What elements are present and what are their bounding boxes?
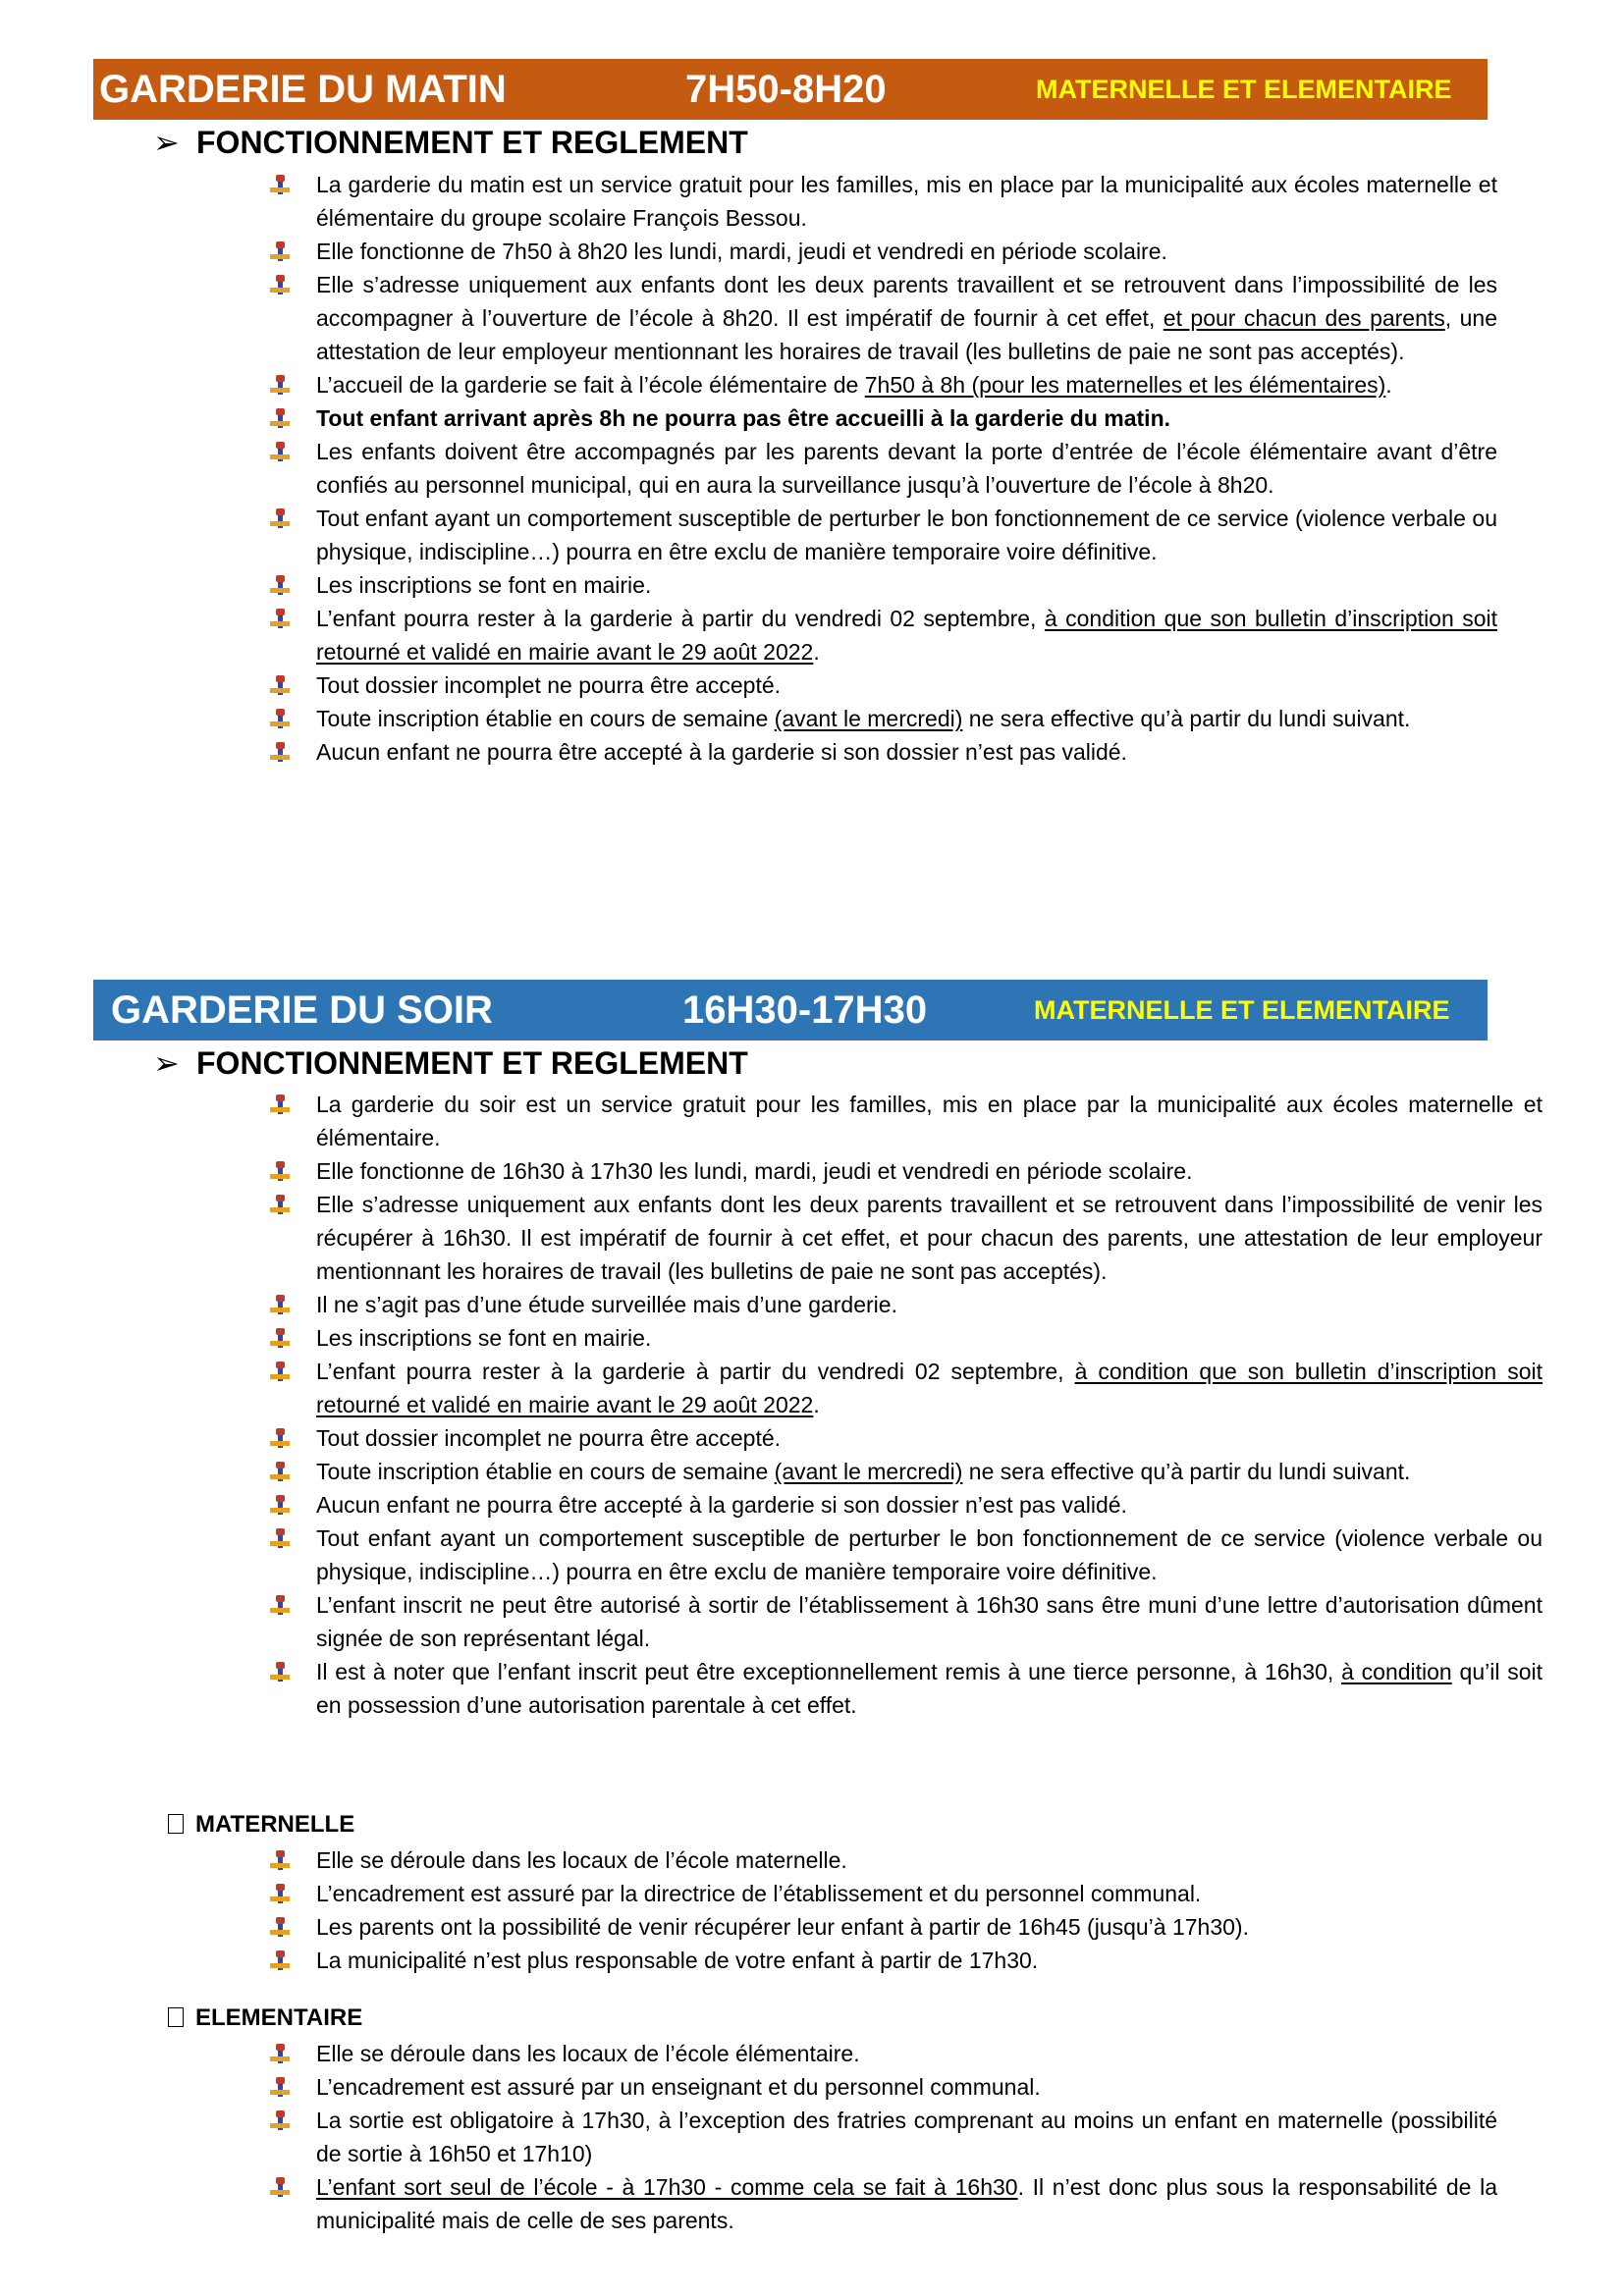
list-item <box>270 1843 1543 1877</box>
list-item <box>270 602 1497 668</box>
item-text: Il ne s’agit pas d’une étude surveillée mais d’une garderie. <box>316 1292 897 1317</box>
item-text-tail: , une attestation de leur employeur mentionnant les horaires de travail (les bulletins de paie ne sont pas acceptés). <box>316 305 1497 364</box>
strong-text: Tout enfant arrivant après 8h ne pourra pas être accueilli à la garderie du matin. <box>316 405 1171 431</box>
list-item <box>270 1910 1543 1944</box>
underlined-text: (avant le mercredi) <box>774 1459 963 1484</box>
item-text-tail: . <box>813 1392 820 1417</box>
arrow-down-bullet-icon <box>270 442 290 461</box>
arrow-down-bullet-icon <box>270 742 290 762</box>
item-text: L’enfant pourra rester à la garderie à partir du vendredi 02 septembre, <box>316 1359 1075 1384</box>
list-item <box>270 1288 1543 1321</box>
banner-title: GARDERIE DU MATIN <box>99 68 507 111</box>
arrow-down-bullet-icon <box>270 1595 290 1615</box>
list-item <box>270 268 1497 368</box>
item-text: La sortie est obligatoire à 17h30, à l’exception des fratries comprenant au moins un enfant en maternelle (possibilité de sortie à 16h50 et 17h10) <box>316 2108 1497 2166</box>
arrow-down-bullet-icon <box>270 1428 290 1448</box>
item-text-tail: qu’il soit en possession d’une autorisation parentale à cet effet. <box>316 1659 1543 1718</box>
list-item <box>270 668 1497 702</box>
arrow-down-bullet-icon <box>270 2077 290 2097</box>
list-item <box>270 568 1497 602</box>
list-item <box>270 1421 1543 1455</box>
item-text: Elle fonctionne de 16h30 à 17h30 les lundi, mardi, jeudi et vendredi en période scolaire. <box>316 1158 1193 1184</box>
item-text: La garderie du soir est un service gratuit pour les familles, mis en place par la municipalité aux écoles maternelle et élémentaire. <box>316 1092 1543 1150</box>
item-text: Tout dossier incomplet ne pourra être accepté. <box>316 1425 782 1451</box>
arrow-down-bullet-icon <box>270 2110 290 2130</box>
item-text: L’enfant pourra rester à la garderie à partir du vendredi 02 septembre, <box>316 606 1045 631</box>
item-text: Les enfants doivent être accompagnés par les parents devant la porte d’entrée de l’école élémentaire avant d’être confiés au personnel municipal, qui en aura la surveillance jusqu’à l’ouverture de l’école à 8h20. <box>316 439 1497 498</box>
underlined-text: et pour chacun des parents <box>1163 305 1445 331</box>
item-text-tail: . <box>1385 372 1392 398</box>
item-text: La garderie du matin est un service gratuit pour les familles, mis en place par la municipalité aux écoles maternelle et élémentaire du groupe scolaire François Bessou. <box>316 172 1497 231</box>
list-item <box>270 735 1497 769</box>
item-text: Elle s’adresse uniquement aux enfants dont les deux parents travaillent et se retrouvent dans l’impossibilité de les accompagner à l’ouverture de l’école à 8h20. Il est impératif de fournir à cet effet, <box>316 272 1497 331</box>
underlined-text: à condition que son bulletin d’inscription soit retourné et validé en mairie avant le 29 août 2022 <box>316 606 1498 665</box>
arrow-down-bullet-icon <box>270 1362 290 1381</box>
arrow-down-bullet-icon <box>270 1328 290 1348</box>
item-text: Les inscriptions se font en mairie. <box>316 572 652 598</box>
item-text: L’accueil de la garderie se fait à l’école élémentaire de <box>316 372 865 398</box>
list-item <box>270 2104 1497 2170</box>
arrow-down-bullet-icon <box>270 575 290 595</box>
list-item <box>270 1154 1543 1188</box>
banner-time: 7H50-8H20 <box>685 68 887 111</box>
banner-garderie-soir <box>93 980 1488 1041</box>
list-item <box>270 2070 1497 2104</box>
section-heading-matin <box>153 123 748 162</box>
arrow-down-bullet-icon <box>270 1095 290 1114</box>
arrow-down-bullet-icon <box>270 1884 290 1903</box>
heading-text: FONCTIONNEMENT ET REGLEMENT <box>196 125 748 160</box>
arrow-down-bullet-icon <box>270 1195 290 1214</box>
arrow-down-bullet-icon <box>270 1295 290 1314</box>
arrow-down-bullet-icon <box>270 2044 290 2063</box>
arrow-down-bullet-icon <box>270 1850 290 1870</box>
item-text: Elle se déroule dans les locaux de l’école maternelle. <box>316 1847 847 1873</box>
checkbox-square-icon <box>168 2007 184 2027</box>
item-text: Elle s’adresse uniquement aux enfants dont les deux parents travaillent et se retrouvent dans l’impossibilité de venir les récupérer à 16h30. Il est impératif de fournir à cet effet, et pour chacun des parents, une attestation de leur employeur mentionnant les horaires de travail (les bulletins de paie ne sont pas acceptés). <box>316 1192 1543 1284</box>
subheading-text: ELEMENTAIRE <box>195 2004 363 2031</box>
banner-garderie-matin <box>93 59 1488 120</box>
arrow-down-bullet-icon <box>270 408 290 428</box>
item-text-tail: . <box>813 639 820 665</box>
list-item <box>270 1655 1543 1722</box>
arrow-down-bullet-icon <box>270 508 290 528</box>
item-text: Toute inscription établie en cours de semaine <box>316 706 775 731</box>
arrow-down-bullet-icon <box>270 175 290 194</box>
list-item <box>270 1944 1543 1977</box>
item-text: Toute inscription établie en cours de semaine <box>316 1459 775 1484</box>
item-text-tail: . Il n’est donc plus sous la responsabilité de la municipalité mais de celle de ses parents. <box>316 2174 1497 2233</box>
list-item <box>270 1488 1543 1522</box>
list-item <box>270 2170 1497 2237</box>
list-item <box>270 401 1497 435</box>
subheading-elementaire <box>168 2002 362 2035</box>
item-text: L’encadrement est assuré par la directrice de l’établissement et du personnel communal. <box>316 1881 1202 1906</box>
arrow-down-bullet-icon <box>270 2177 290 2197</box>
underlined-text: à condition <box>1341 1659 1452 1684</box>
item-text-tail: ne sera effective qu’à partir du lundi suivant. <box>962 706 1411 731</box>
item-text: L’encadrement est assuré par un enseignant et du personnel communal. <box>316 2074 1041 2100</box>
item-text: La municipalité n’est plus responsable de votre enfant à partir de 17h30. <box>316 1948 1039 1973</box>
subheading-maternelle <box>168 1808 354 1842</box>
arrow-bullet-icon: ➢ <box>153 1045 180 1081</box>
arrow-down-bullet-icon <box>270 375 290 395</box>
arrow-down-bullet-icon <box>270 1950 290 1970</box>
arrow-down-bullet-icon <box>270 275 290 294</box>
item-text: Aucun enfant ne pourra être accepté à la garderie si son dossier n’est pas validé. <box>316 739 1127 765</box>
list-item <box>270 2037 1497 2070</box>
item-text: Tout enfant ayant un comportement susceptible de perturber le bon fonctionnement de ce service (violence verbale ou physique, indiscipline…) pourra en être exclu de manière temporaire voire définitive. <box>316 506 1497 564</box>
list-item <box>270 1321 1543 1355</box>
list-item <box>270 1877 1543 1910</box>
list-item <box>270 1522 1543 1588</box>
list-item <box>270 168 1497 235</box>
item-text: Aucun enfant ne pourra être accepté à la garderie si son dossier n’est pas validé. <box>316 1492 1127 1518</box>
item-text: Les inscriptions se font en mairie. <box>316 1325 652 1351</box>
item-text: Tout enfant ayant un comportement susceptible de perturber le bon fonctionnement de ce service (violence verbale ou physique, indiscipline…) pourra en être exclu de manière temporaire voire définitive. <box>316 1525 1543 1584</box>
list-item <box>270 502 1497 568</box>
banner-title: GARDERIE DU SOIR <box>111 988 493 1032</box>
arrow-down-bullet-icon <box>270 709 290 728</box>
checkbox-square-icon <box>168 1814 184 1834</box>
list-item <box>270 702 1497 735</box>
underlined-text: (avant le mercredi) <box>774 706 963 731</box>
arrow-down-bullet-icon <box>270 675 290 695</box>
arrow-down-bullet-icon <box>270 241 290 261</box>
list-item <box>270 1188 1543 1288</box>
item-text: Elle fonctionne de 7h50 à 8h20 les lundi, mardi, jeudi et vendredi en période scolaire. <box>316 239 1167 264</box>
arrow-down-bullet-icon <box>270 1528 290 1548</box>
banner-time: 16H30-17H30 <box>682 988 928 1032</box>
item-text: Elle se déroule dans les locaux de l’école élémentaire. <box>316 2041 860 2066</box>
underlined-text: L’enfant sort seul de l’école - à 17h30 - comme cela se fait à 16h30 <box>316 2174 1018 2200</box>
section-heading-soir <box>153 1043 748 1083</box>
arrow-bullet-icon: ➢ <box>153 125 180 160</box>
arrow-down-bullet-icon <box>270 1462 290 1481</box>
item-text-tail: ne sera effective qu’à partir du lundi suivant. <box>962 1459 1411 1484</box>
list-item <box>270 235 1497 268</box>
list-item <box>270 368 1497 401</box>
arrow-down-bullet-icon <box>270 609 290 628</box>
subheading-text: MATERNELLE <box>195 1811 355 1838</box>
arrow-down-bullet-icon <box>270 1495 290 1515</box>
banner-level: MATERNELLE ET ELEMENTAIRE <box>1036 75 1452 104</box>
item-text: Les parents ont la possibilité de venir récupérer leur enfant à partir de 16h45 (jusqu’à 17h30). <box>316 1914 1249 1940</box>
list-item <box>270 1455 1543 1488</box>
heading-text: FONCTIONNEMENT ET REGLEMENT <box>196 1045 748 1081</box>
list-item <box>270 1588 1543 1655</box>
list-item <box>270 435 1497 502</box>
item-text: L’enfant inscrit ne peut être autorisé à sortir de l’établissement à 16h30 sans être muni d’une lettre d’autorisation dûment signée de son représentant légal. <box>316 1592 1543 1651</box>
list-matin <box>270 168 1497 769</box>
list-elementaire <box>270 2037 1497 2237</box>
list-item <box>270 1355 1543 1421</box>
item-text: Il est à noter que l’enfant inscrit peut être exceptionnellement remis à une tierce personne, à 16h30, <box>316 1659 1342 1684</box>
list-item <box>270 1088 1543 1154</box>
arrow-down-bullet-icon <box>270 1161 290 1181</box>
list-soir <box>270 1088 1543 1722</box>
arrow-down-bullet-icon <box>270 1662 290 1682</box>
item-text: Tout dossier incomplet ne pourra être accepté. <box>316 672 782 698</box>
list-maternelle <box>270 1843 1543 1977</box>
arrow-down-bullet-icon <box>270 1917 290 1937</box>
underlined-text: 7h50 à 8h (pour les maternelles et les élémentaires) <box>864 372 1386 398</box>
underlined-text: à condition que son bulletin d’inscription soit retourné et validé en mairie avant le 29 août 2022 <box>316 1359 1543 1417</box>
banner-level: MATERNELLE ET ELEMENTAIRE <box>1034 995 1450 1025</box>
